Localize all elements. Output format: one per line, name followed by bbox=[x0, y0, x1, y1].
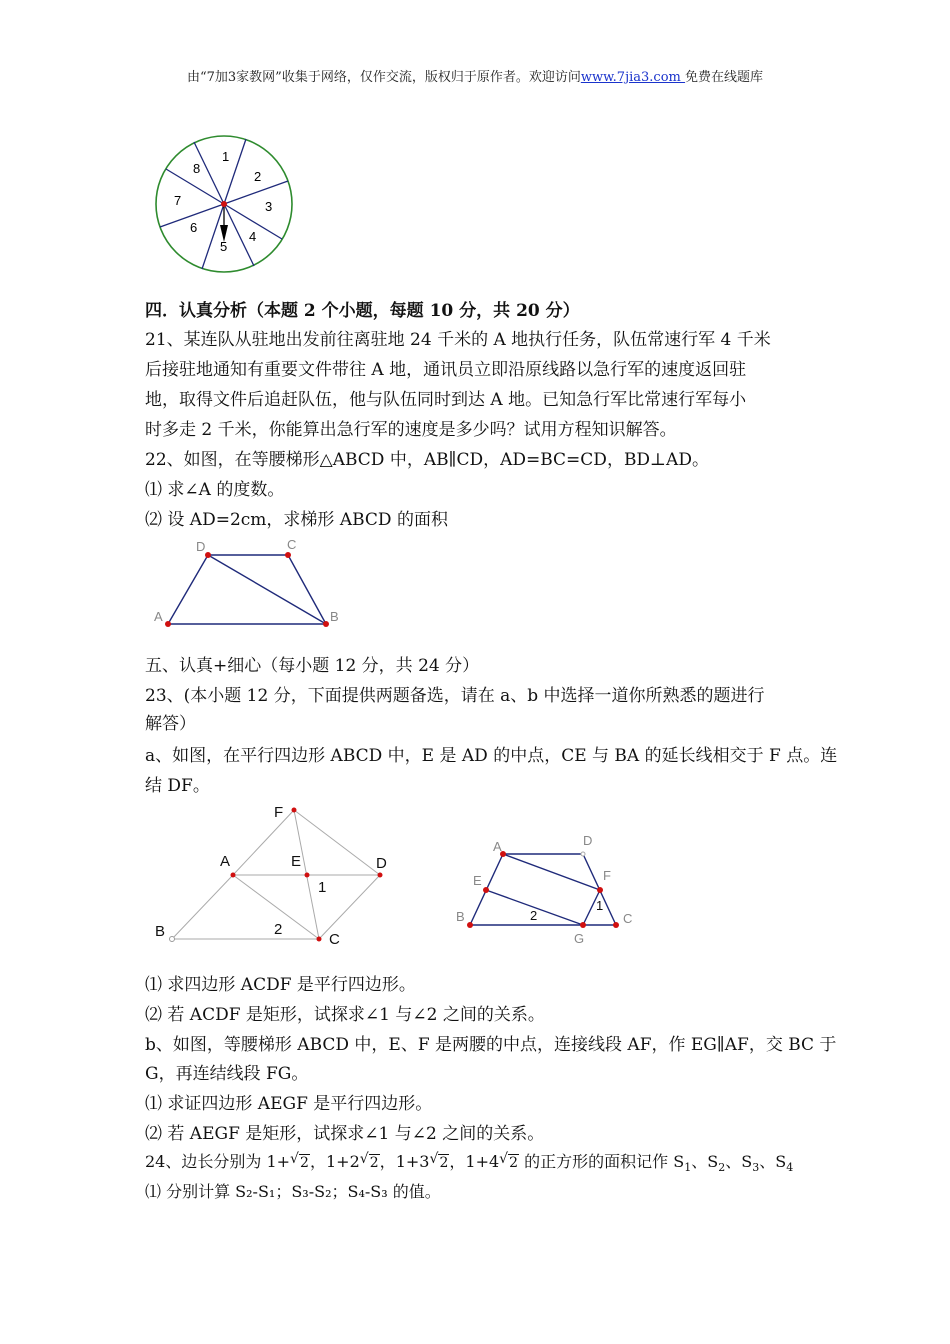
q24-suffix: 的正方形的面积记作 bbox=[519, 1152, 674, 1171]
radicand: 2 bbox=[439, 1155, 449, 1171]
q24-line bbox=[145, 1149, 815, 1174]
spinner-number: 7 bbox=[174, 193, 182, 208]
q21-line: 地，取得文件后追赶队伍，他与队伍同时到达 A 地。已知急行军比常速行军每小 bbox=[145, 390, 747, 410]
vertex-label: C bbox=[623, 911, 633, 926]
angle-label: 1 bbox=[318, 879, 327, 896]
spinner-figure bbox=[150, 135, 300, 277]
q23-part-line: G，再连结线段 FG。 bbox=[145, 1064, 309, 1084]
q23-line: a、如图，在平行四边形 ABCD 中，E 是 AD 的中点，CE 与 BA 的延长线相交于 F 点。连 bbox=[145, 746, 838, 766]
spinner-number: 5 bbox=[220, 239, 228, 254]
angle-label: 1 bbox=[596, 898, 604, 913]
section5-title: 五、认真+细心（每小题 12 分，共 24 分） bbox=[145, 656, 480, 676]
section4-title: 四．认真分析（本题 2 个小题，每题 10 分，共 20 分） bbox=[145, 301, 580, 321]
trapezoid-figure-q22 bbox=[150, 535, 350, 630]
q24-term: 1+4 bbox=[465, 1152, 500, 1171]
separator: ， bbox=[449, 1152, 466, 1171]
vertex-label: B bbox=[456, 909, 465, 924]
s-subscript: 2 bbox=[718, 1161, 726, 1175]
q21-line: 时多走 2 千米，你能算出急行军的速度是多少吗？试用方程知识解答。 bbox=[145, 420, 677, 440]
separator: ， bbox=[379, 1152, 396, 1171]
q24-term: 1+2 bbox=[325, 1152, 360, 1171]
q22-line: ⑴ 求∠A 的度数。 bbox=[145, 480, 285, 500]
q23-part-line: ⑴ 求四边形 ACDF 是平行四边形。 bbox=[145, 975, 416, 995]
s-subscript: 3 bbox=[752, 1161, 760, 1175]
spinner-number: 1 bbox=[222, 149, 230, 164]
radicand: 2 bbox=[509, 1155, 519, 1171]
header-link[interactable]: www.7jia3.com bbox=[580, 70, 685, 85]
spinner-center bbox=[221, 201, 227, 207]
q23-part-line: ⑵ 若 ACDF 是矩形，试探求∠1 与∠2 之间的关系。 bbox=[145, 1005, 545, 1025]
trapezoid-figure-23b bbox=[450, 828, 640, 948]
q24-part1: ⑴ 分别计算 S₂-S₁；S₃-S₂；S₄-S₃ 的值。 bbox=[145, 1182, 441, 1201]
s-label: S bbox=[707, 1152, 719, 1171]
separator: 、 bbox=[759, 1152, 776, 1171]
q23-part-line: b、如图，等腰梯形 ABCD 中，E、F 是两腰的中点，连接线段 AF，作 EG∥AF，交 BC 于 bbox=[145, 1035, 837, 1055]
vertex-label: E bbox=[291, 853, 302, 870]
sqrt-expression: √ 2 bbox=[499, 1151, 519, 1171]
q24-prefix: 24、边长分别为 bbox=[145, 1152, 267, 1171]
spinner-number: 3 bbox=[265, 199, 273, 214]
spinner-number: 8 bbox=[193, 161, 201, 176]
spinner-number: 6 bbox=[190, 220, 198, 235]
s-label: S bbox=[741, 1152, 753, 1171]
vertex-label: D bbox=[376, 855, 387, 872]
q23-line: 23、(本小题 12 分，下面提供两题备选，请在 a、b 中选择一道你所熟悉的题进行 bbox=[145, 686, 765, 706]
radicand: 2 bbox=[300, 1155, 309, 1171]
vertex-label: C bbox=[287, 537, 297, 552]
vertex-label: B bbox=[330, 609, 339, 624]
q23-part-line: ⑵ 若 AEGF 是矩形，试探求∠1 与∠2 之间的关系。 bbox=[145, 1124, 545, 1144]
page-header bbox=[0, 66, 950, 85]
s-subscript: 1 bbox=[684, 1161, 692, 1175]
vertex-label: E bbox=[473, 873, 482, 888]
parallelogram-figure-23a bbox=[150, 798, 400, 950]
radicand: 2 bbox=[369, 1155, 379, 1171]
q21-line: 后接驻地通知有重要文件带往 A 地，通讯员立即沿原线路以急行军的速度返回驻 bbox=[145, 360, 747, 380]
header-suffix: 免费在线题库 bbox=[684, 70, 763, 85]
q23-part-line: ⑴ 求证四边形 AEGF 是平行四边形。 bbox=[145, 1094, 433, 1114]
q22-line: ⑵ 设 AD=2cm，求梯形 ABCD 的面积 bbox=[145, 510, 448, 530]
separator: 、 bbox=[725, 1152, 742, 1171]
s-subscript: 4 bbox=[786, 1161, 794, 1175]
q21-line: 21、某连队从驻地出发前往离驻地 24 千米的 A 地执行任务，队伍常速行军 4 千米 bbox=[145, 330, 771, 350]
spinner-number: 2 bbox=[254, 169, 262, 184]
q23-line: 解答） bbox=[145, 714, 196, 734]
vertex-label: C bbox=[329, 931, 340, 948]
spinner-number: 4 bbox=[249, 229, 257, 244]
vertex-label: D bbox=[196, 539, 206, 554]
angle-label: 2 bbox=[530, 908, 538, 923]
vertex-label: A bbox=[154, 609, 163, 624]
angle-label: 2 bbox=[274, 921, 283, 938]
q24-term: 1+3 bbox=[395, 1152, 430, 1171]
sqrt-expression: √ 2 bbox=[290, 1151, 309, 1171]
vertex-label: G bbox=[574, 931, 585, 946]
header-text: 由“7加3家教网”收集于网络，仅作交流，版权归于原作者。欢迎访问 bbox=[186, 70, 581, 85]
vertex-label: F bbox=[274, 804, 284, 821]
vertex-label: A bbox=[493, 839, 502, 854]
vertex-label: B bbox=[155, 923, 166, 940]
vertex-label: F bbox=[603, 868, 611, 883]
vertex-label: D bbox=[583, 833, 593, 848]
sqrt-expression: √ 2 bbox=[359, 1151, 379, 1171]
s-label: S bbox=[775, 1152, 787, 1171]
q23-line: 结 DF。 bbox=[145, 776, 210, 796]
sqrt-expression: √ 2 bbox=[429, 1151, 449, 1171]
q24-term: 1+ bbox=[266, 1152, 291, 1171]
vertex-label: A bbox=[220, 853, 231, 870]
separator: ， bbox=[309, 1152, 326, 1171]
separator: 、 bbox=[691, 1152, 708, 1171]
q22-line: 22、如图，在等腰梯形△ABCD 中，AB∥CD，AD=BC=CD，BD⊥AD。 bbox=[145, 450, 709, 470]
s-label: S bbox=[673, 1152, 685, 1171]
